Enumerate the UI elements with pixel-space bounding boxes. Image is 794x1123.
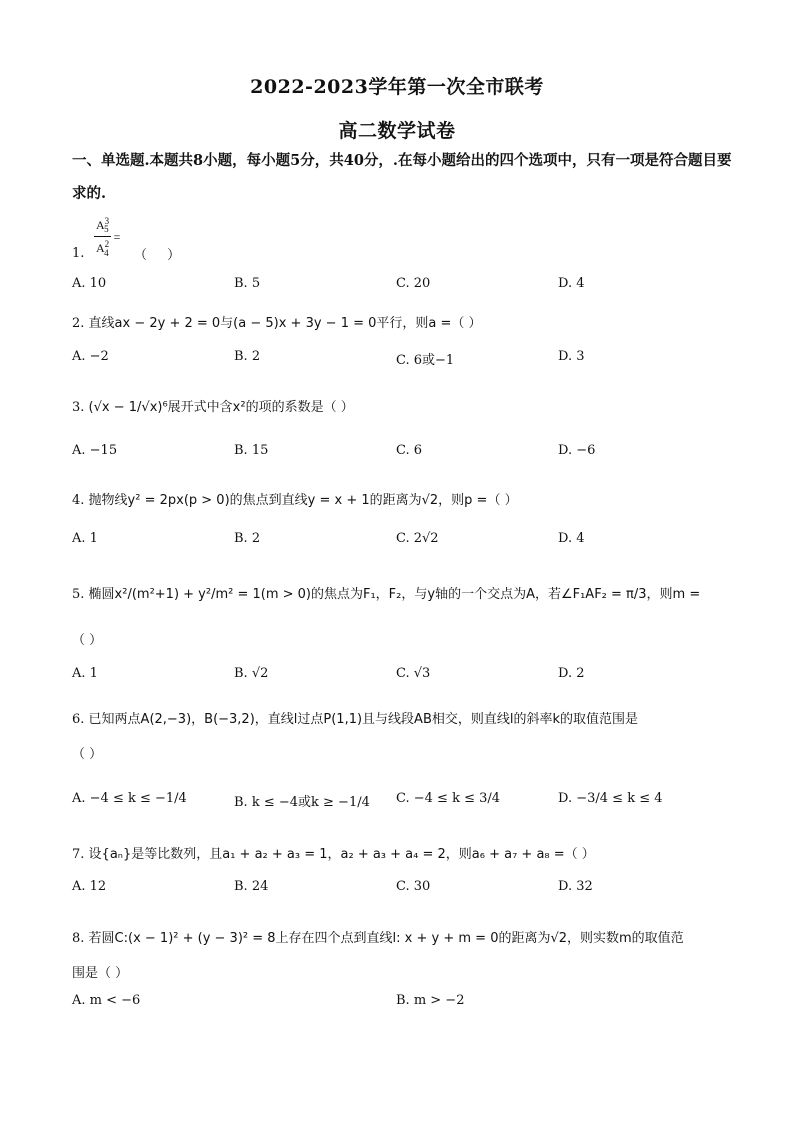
option-c[interactable]: C. 2√2	[396, 531, 439, 546]
option-b[interactable]: B. k ≤ −4或k ≥ −1/4	[234, 795, 370, 810]
option-d[interactable]: D. 32	[558, 879, 593, 894]
question-5	[72, 583, 700, 602]
question-4	[72, 489, 518, 508]
option-b[interactable]: B. 2	[234, 531, 261, 546]
question-number: 2.	[72, 316, 85, 331]
option-a[interactable]: A. 1	[72, 666, 98, 681]
exam-subtitle: 高二数学试卷	[338, 120, 456, 142]
exam-page: 2022-2023学年第一次全市联考 高二数学试卷 一、单选题.本题共8小题，每小题5分，共40分，.在每小题给出的四个选项中，只有一项是符合题目要求的. $\frac{A^3_5}{A^2_4}$ = 1. （ ） A. 10 B. 5 C. 20 D. 4 2. 直线ax − 2y + 2 = 0与(a − 5)x + 3y − 1 = 0平行，则a =（ ） A. −2 B. 2 C. 6或−1 D. 3 3. (√x − 1/√x)⁶展开式中含x²的项的系数是（ ） A. −15 B. 15 C. 6 D. −6 4. 抛物线y² = 2px(p > 0)的焦点到直线y = x + 1的距离为√2，则p =（ ） A. 1 B. 2 C. 2√2 D. 4 5. 椭圆x²/(m²+1) + y²/m² = 1(m > 0)的焦点为F₁，F₂，与y轴的一个交点为A，若∠F₁AF₂ = π/3，则m = （ ） A. 1 B. √2 C. √3 D. 2 6. 已知两点A(2,−3)，B(−3,2)，直线l过点P(1,1)且与线段AB相交，则直线l的斜率k的取值范围是 （ ） A. −4 ≤ k ≤ −1/4 B. k ≤ −4或k ≥ −1/4 C. −4 ≤ k ≤ 3/4 D. −3/4 ≤ k ≤ 4 7. 设{aₙ}是等比数列，且a₁ + a₂ + a₃ = 1，a₂ + a₃ + a₄ = 2，则a₆ + a₇ + a₈ =（ ） A. 12 B. 24 C. 30 D. 32 8. 若圆C:(x − 1)² + (y − 3)² = 8上存在四个点到直线l: x + y + m = 0的距离为√2，则实数m的取值范 围是（ ） A. m < −6 B. m > −2	[0, 0, 794, 1123]
option-a[interactable]: A. m < −6	[72, 993, 141, 1008]
option-c[interactable]: C. 20	[396, 276, 431, 291]
option-b[interactable]: B. √2	[234, 666, 269, 681]
option-d[interactable]: D. 4	[558, 531, 585, 546]
question-3	[72, 396, 354, 415]
question-6-paren: （ ）	[72, 747, 103, 762]
question-5-paren: （ ）	[72, 633, 103, 648]
exam-title: 2022-2023学年第一次全市联考	[250, 76, 544, 98]
question-8-continuation: 围是（ ）	[72, 966, 129, 981]
option-b[interactable]: B. 15	[234, 443, 269, 458]
option-b[interactable]: B. m > −2	[396, 993, 465, 1008]
option-d[interactable]: D. 4	[558, 276, 585, 291]
question-stem: (√x − 1/√x)⁶展开式中含x²的项的系数是（ ）	[88, 400, 354, 415]
option-c[interactable]: C. √3	[396, 666, 431, 681]
question-7	[72, 843, 595, 862]
option-d[interactable]: D. −6	[558, 443, 596, 458]
question-number: 8.	[72, 931, 85, 946]
answer-paren: （ ）	[134, 248, 189, 263]
question-number: 6.	[72, 712, 85, 727]
option-a[interactable]: A. −2	[72, 349, 109, 364]
question-6	[72, 708, 638, 727]
option-b[interactable]: B. 24	[234, 879, 269, 894]
question-number: 5.	[72, 587, 85, 602]
option-b[interactable]: B. 5	[234, 276, 261, 291]
option-a[interactable]: A. 1	[72, 531, 98, 546]
section-heading: 一、单选题.本题共8小题，每小题5分，共40分，.在每小题给出的四个选项中，只有一项是符合题目要求的.	[72, 152, 732, 202]
question-stem: 设{aₙ}是等比数列，且a₁ + a₂ + a₃ = 1，a₂ + a₃ + a₄ = 2，则a₆ + a₇ + a₈ =（ ）	[88, 847, 595, 862]
question-stem: 抛物线y² = 2px(p > 0)的焦点到直线y = x + 1的距离为√2，则p =（ ）	[88, 493, 518, 508]
option-d[interactable]: D. 2	[558, 666, 585, 681]
option-c[interactable]: C. 6或−1	[396, 353, 455, 368]
question-number: 7.	[72, 847, 85, 862]
option-c[interactable]: C. 30	[396, 879, 431, 894]
option-a[interactable]: A. 10	[72, 276, 107, 291]
question-stem: 已知两点A(2,−3)，B(−3,2)，直线l过点P(1,1)且与线段AB相交，则直线l的斜率k的取值范围是	[88, 712, 639, 727]
question-8	[72, 927, 684, 946]
option-d[interactable]: D. 3	[558, 349, 585, 364]
question-number: 1.	[72, 246, 85, 261]
question-stem: 直线ax − 2y + 2 = 0与(a − 5)x + 3y − 1 = 0平行，则a =（ ）	[88, 316, 482, 331]
question-number: 4.	[72, 493, 85, 508]
option-a[interactable]: A. 12	[72, 879, 107, 894]
option-d[interactable]: D. −3/4 ≤ k ≤ 4	[558, 791, 663, 806]
question-number: 3.	[72, 400, 85, 415]
question-stem: 若圆C:(x − 1)² + (y − 3)² = 8上存在四个点到直线l: x + y + m = 0的距离为√2，则实数m的取值范	[88, 931, 684, 946]
option-a[interactable]: A. −4 ≤ k ≤ −1/4	[72, 791, 187, 806]
question-2	[72, 312, 482, 331]
option-a[interactable]: A. −15	[72, 443, 118, 458]
question-stem: 椭圆x²/(m²+1) + y²/m² = 1(m > 0)的焦点为F₁，F₂，与y轴的一个交点为A，若∠F₁AF₂ = π/3，则m =	[88, 587, 701, 602]
option-b[interactable]: B. 2	[234, 349, 261, 364]
option-c[interactable]: C. 6	[396, 443, 423, 458]
option-c[interactable]: C. −4 ≤ k ≤ 3/4	[396, 791, 501, 806]
